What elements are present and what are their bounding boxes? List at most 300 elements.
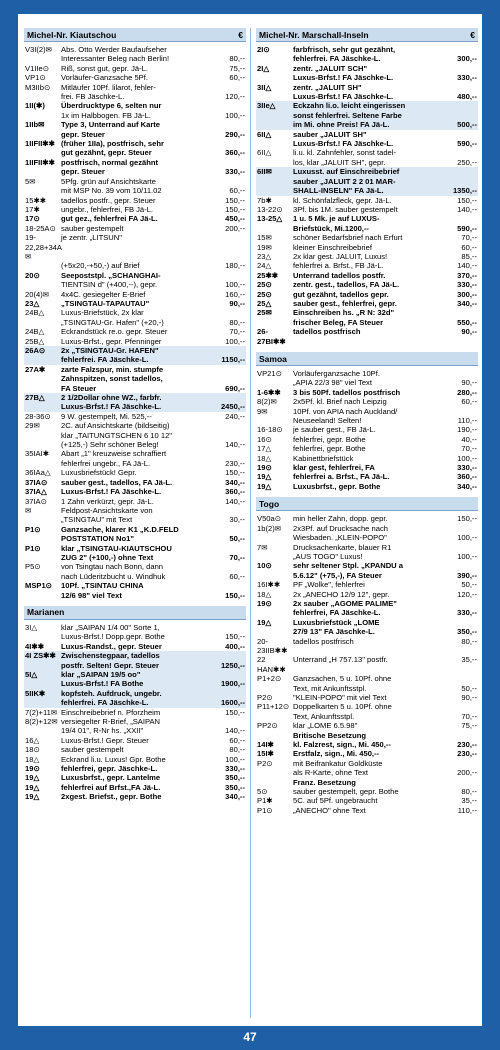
left-column-header xyxy=(24,28,246,42)
entry-number xyxy=(256,731,293,740)
entry-description: Einschreiben hs. „R N: 32d" xyxy=(293,308,395,318)
catalog-entry xyxy=(24,717,246,726)
entry-price: 340,-- xyxy=(457,298,477,308)
entry-price: 110,-- xyxy=(457,805,477,815)
catalog-entry xyxy=(24,233,246,261)
entry-number xyxy=(256,684,293,693)
catalog-entry xyxy=(24,736,246,745)
entry-description: Doppelkarten 5 u. 10Pf. ohne xyxy=(293,702,392,712)
entry-number: 17✱ xyxy=(25,204,40,214)
entry-number: 16-18⊙ xyxy=(257,425,283,435)
entry-price xyxy=(245,421,246,430)
entry-price: 370,-- xyxy=(457,270,477,280)
entry-price: 230,-- xyxy=(225,458,245,468)
catalog-entry xyxy=(24,64,246,73)
entry-price xyxy=(245,393,246,402)
entry-price xyxy=(245,271,246,280)
catalog-entry xyxy=(256,214,478,223)
entry-price: 590,-- xyxy=(457,223,477,233)
catalog-entry xyxy=(256,397,478,406)
entry-description: Wiesbaden. „KLEIN-POPO" xyxy=(293,533,387,543)
entry-description: tadellos postfr., gepr. Steuer xyxy=(61,195,156,205)
catalog-entry xyxy=(256,580,478,589)
entry-description: kopfsteh. Aufdruck, ungebr. xyxy=(61,688,162,698)
entry-number: 6II△ xyxy=(257,148,272,158)
catalog-entry xyxy=(256,167,478,176)
entry-price xyxy=(245,120,246,129)
entry-number: 25△ xyxy=(257,298,272,308)
catalog-entry xyxy=(24,139,246,148)
entry-price: 690,-- xyxy=(225,383,245,393)
catalog-entry xyxy=(24,459,246,468)
entry-description: zentr. gest., tadellos, FA Jä-L. xyxy=(293,280,400,290)
entry-number: 15I✱ xyxy=(257,749,274,759)
catalog-entry xyxy=(256,64,478,73)
entry-description: 2xgest. Briefst., gepr. Bothe xyxy=(61,792,162,802)
entry-description: ZUG 2" (+100,-) ohne Text xyxy=(61,552,154,562)
catalog-entry xyxy=(24,327,246,336)
entry-description: mit MSP No. 39 vom 10/11.02 xyxy=(61,186,162,196)
entry-price: 350,-- xyxy=(457,627,477,637)
entry-price: 280,-- xyxy=(457,387,477,397)
entry-description: gut gezähnt, tadellos gepr. xyxy=(293,289,389,299)
catalog-entry xyxy=(256,54,478,63)
entry-description: fehlerfrei. FA Jäschke-L. xyxy=(293,54,381,64)
entry-number: 3II△ xyxy=(257,82,272,92)
catalog-entry xyxy=(256,552,478,561)
entry-price xyxy=(477,177,478,186)
entry-description: frei. FB Jäschke-L. xyxy=(61,92,125,102)
entry-number: 17△ xyxy=(257,444,272,454)
entry-number: 2I⊙ xyxy=(257,45,270,54)
catalog-entry xyxy=(256,702,478,711)
entry-price xyxy=(477,369,478,378)
entry-description: Luxus-Randst., gepr. Steuer xyxy=(61,641,162,651)
catalog-entry xyxy=(24,346,246,355)
catalog-entry xyxy=(256,120,478,129)
entry-price: 80,-- xyxy=(461,787,477,797)
entry-number: 5IIK✱ xyxy=(25,688,46,698)
entry-price: 40,-- xyxy=(461,434,477,444)
entry-number: 9✉ xyxy=(257,406,268,416)
entry-number: 15✱✱ xyxy=(25,195,47,205)
entry-price: 330,-- xyxy=(225,167,245,177)
entry-number: 23△ xyxy=(257,251,272,261)
entry-number: V3I(2)✉ xyxy=(25,45,53,54)
catalog-entry xyxy=(256,684,478,693)
entry-price: 70,-- xyxy=(461,233,477,243)
entry-description: Abart „1" kreuzweise schraffiert xyxy=(61,449,167,459)
catalog-entry xyxy=(256,111,478,120)
catalog-entry xyxy=(256,731,478,740)
entry-price: 340,-- xyxy=(457,481,477,491)
entry-description: POSTSTATION No1" xyxy=(61,534,134,544)
catalog-entry xyxy=(256,45,478,54)
entry-price: 360,-- xyxy=(225,487,245,497)
entry-description: Abs. Otto Werder Baufaufseher xyxy=(61,45,167,54)
entry-description: Mitläufer 10Pf. lilarot, fehler- xyxy=(61,82,156,92)
entry-description: min heller Zahn, dopp. gepr. xyxy=(293,514,388,524)
entry-number: 16⊙ xyxy=(257,434,272,444)
entry-description: sehr seltener Stpl. „KPANDU a xyxy=(293,561,403,571)
entry-description: „TSINGTAU-TAPAUTAU" xyxy=(61,298,150,308)
entry-price xyxy=(245,562,246,571)
catalog-entry xyxy=(256,425,478,434)
entry-number: 1-6✱✱ xyxy=(257,387,281,397)
catalog-entry xyxy=(24,497,246,506)
entry-price: 150,-- xyxy=(225,468,245,478)
catalog-entry xyxy=(24,632,246,641)
entry-number: 19⊙ xyxy=(257,598,272,608)
entry-description: klar „LOME 6.5.98" xyxy=(293,721,358,731)
catalog-entry xyxy=(256,806,478,815)
catalog-entry xyxy=(24,745,246,754)
entry-price: 480,-- xyxy=(457,92,477,102)
entry-price: 60,-- xyxy=(461,397,477,407)
entry-number: 25B△ xyxy=(25,336,45,346)
entry-description: (+125,-) Sehr schöner Beleg! xyxy=(61,440,159,450)
entry-description: zentr. „JALUIT SCH" xyxy=(293,63,368,73)
entry-number: 24B△ xyxy=(25,327,45,337)
entry-number: 25✱✱ xyxy=(257,270,279,280)
entry-description: Eckrandstück re.o. gepr. Steuer xyxy=(61,327,168,337)
entry-description: 2x sauber „AGOME PALIME" xyxy=(293,598,397,608)
entry-number: 6II✉ xyxy=(257,167,272,177)
entry-number: 29✉ xyxy=(25,421,40,431)
entry-price: 330,-- xyxy=(457,73,477,83)
entry-number xyxy=(256,177,293,186)
catalog-entry xyxy=(256,693,478,702)
entry-description: 27/9 13" FA Jäschke-L. xyxy=(293,627,375,637)
catalog-entry xyxy=(256,674,478,683)
catalog-entry xyxy=(256,186,478,195)
entry-number: 19△ xyxy=(257,617,272,627)
entry-description: im Mi. ohne Preis! FA Jä-L. xyxy=(293,120,390,130)
catalog-entry xyxy=(256,637,478,656)
section-header-samoa: Samoa xyxy=(256,352,478,366)
entry-number xyxy=(24,261,61,270)
catalog-entry xyxy=(24,111,246,120)
catalog-entry xyxy=(256,233,478,242)
catalog-entry xyxy=(24,623,246,632)
entry-description: Überdrucktype 6, selten nur xyxy=(61,101,162,111)
entry-price: 300,-- xyxy=(457,54,477,64)
entry-number: 8(2)+12✉ xyxy=(25,717,58,727)
entry-number: V1IIe⊙ xyxy=(25,63,50,73)
catalog-entry xyxy=(256,308,478,317)
entry-description: fehlerfrei, gepr. Bothe xyxy=(293,434,366,444)
entry-price xyxy=(245,233,246,261)
entry-description: 3Pf. bis 1M. sauber gestempelt xyxy=(293,204,398,214)
entry-number: VP21⊙ xyxy=(257,369,282,378)
entry-description: Luxus-Brfst., gepr. Pfenninger xyxy=(61,336,162,346)
entry-number xyxy=(24,661,61,670)
entry-price: 100,-- xyxy=(457,533,477,543)
entry-price: 200,-- xyxy=(457,768,477,778)
catalog-entry xyxy=(256,158,478,167)
entry-price: 330,-- xyxy=(457,608,477,618)
entry-description: 1 Zahn verkürzt, gepr. Jä-L. xyxy=(61,496,154,506)
entry-description: „TSINGTAU-Gr. Hafen" (+20,-) xyxy=(61,317,164,327)
entry-description: farbfrisch, sehr gut gezähnt, xyxy=(293,45,396,54)
catalog-entry xyxy=(24,689,246,698)
entry-description: sauber gest., fehlerfrei, gepr. xyxy=(293,298,397,308)
entry-price: 50,-- xyxy=(461,683,477,693)
entry-description: sauber gestempelt xyxy=(61,223,124,233)
catalog-entry xyxy=(24,224,246,233)
catalog-entry xyxy=(24,290,246,299)
entry-number: 20⊙ xyxy=(25,270,40,280)
catalog-entry xyxy=(256,407,478,416)
catalog-entry xyxy=(24,572,246,581)
entry-description: postfrisch, normal gezähnt xyxy=(61,157,159,167)
entry-number xyxy=(24,679,61,688)
entry-price xyxy=(477,599,478,608)
entry-price: 35,-- xyxy=(461,655,477,665)
entry-price: 100,-- xyxy=(457,453,477,463)
entry-price xyxy=(477,702,478,711)
entry-description: Luxusbrfst., gepr. Bothe xyxy=(293,481,381,491)
catalog-entry xyxy=(24,431,246,440)
entry-description: fehlerfrei auf Brfst.,FA Jä-L. xyxy=(61,782,161,792)
entry-description: 10Pf. von APIA nach Auckland/ xyxy=(293,406,398,416)
catalog-entry xyxy=(24,478,246,487)
catalog-entry xyxy=(24,54,246,63)
entry-description: gepr. Steuer xyxy=(61,129,105,139)
entry-description: fehlerfrei ungebr., FA Jä-L. xyxy=(61,458,151,468)
entry-number xyxy=(24,459,61,468)
entry-description: Luxusbriefstück! Gepr. xyxy=(61,468,137,478)
catalog-entry xyxy=(24,642,246,651)
catalog-entry xyxy=(24,299,246,308)
entry-price: 75,-- xyxy=(461,721,477,731)
entry-description: fehlerfrei. FA Jäschke-L. xyxy=(61,355,149,365)
entry-description: Unterrand tadellos postfr. xyxy=(293,270,386,280)
entry-description: 2x3Pf. auf Drucksache nach xyxy=(293,523,388,533)
catalog-entry xyxy=(24,773,246,782)
entry-price: 150,-- xyxy=(225,195,245,205)
entry-description: Neuseeland! Selten! xyxy=(293,416,362,426)
entry-price xyxy=(477,101,478,110)
togo-list xyxy=(256,514,478,815)
entry-description: schöner Bedarfsbrief nach Erfurt xyxy=(293,233,403,243)
entry-number: V50a⊙ xyxy=(257,514,282,524)
catalog-entry xyxy=(256,252,478,261)
catalog-entry xyxy=(24,562,246,571)
entry-number xyxy=(24,384,61,393)
catalog-entry xyxy=(256,435,478,444)
entry-description: Luxus-Brfst.! FA Bothe xyxy=(61,679,144,689)
entry-number: P1⊙ xyxy=(25,524,41,534)
entry-price xyxy=(477,778,478,787)
catalog-entry xyxy=(256,148,478,157)
catalog-entry xyxy=(256,655,478,674)
entry-description: Luxus-Brfst.! FA Jäschke-L. xyxy=(61,402,162,412)
catalog-entry xyxy=(256,571,478,580)
entry-number: P1+2⊙ xyxy=(257,674,282,684)
entry-description: Zahnspitzen, sonst tadellos, xyxy=(61,374,163,384)
catalog-entry xyxy=(256,83,478,92)
catalog-entry xyxy=(256,369,478,378)
entry-number xyxy=(24,553,61,562)
catalog-entry xyxy=(24,651,246,660)
catalog-entry xyxy=(256,796,478,805)
entry-description: Vorläuferganzsache 10Pf. xyxy=(293,369,380,378)
entry-number: 27B△ xyxy=(25,393,45,403)
catalog-entry xyxy=(24,581,246,590)
entry-number: 26A⊙ xyxy=(25,346,46,355)
entry-number: 37IA⊙ xyxy=(25,496,47,506)
entry-number: 18⊙ xyxy=(25,745,40,755)
marianen-list xyxy=(24,623,246,802)
entry-number xyxy=(24,698,61,707)
section-header-marianen: Marianen xyxy=(24,606,246,620)
entry-price: 60,-- xyxy=(229,571,245,581)
catalog-entry xyxy=(256,261,478,270)
entry-number: P2⊙ xyxy=(257,758,273,768)
entry-price xyxy=(477,214,478,223)
entry-number xyxy=(256,186,293,195)
entry-price: 330,-- xyxy=(457,280,477,290)
entry-number xyxy=(24,148,61,157)
entry-number xyxy=(256,73,293,82)
entry-price: 160,-- xyxy=(225,289,245,299)
entry-description: 12/6 98" viel Text xyxy=(61,590,122,600)
entry-number: P1⊙ xyxy=(25,543,41,553)
entry-price: 230,-- xyxy=(457,740,477,750)
entry-description: Zwischenstegpaar, tadellos xyxy=(61,651,160,661)
entry-price: 100,-- xyxy=(225,110,245,120)
entry-price: 100,-- xyxy=(225,336,245,346)
entry-number xyxy=(256,139,293,148)
catalog-entry xyxy=(24,167,246,176)
entry-number: 5✉ xyxy=(25,176,36,186)
entry-number: 4I ZS✱✱ xyxy=(25,651,56,661)
entry-price xyxy=(245,83,246,92)
entry-price: 90,-- xyxy=(461,378,477,388)
entry-price: 70,-- xyxy=(229,552,245,562)
entry-description: gepr. Steuer xyxy=(61,167,105,177)
entry-description: 2x „TSINGTAU-Gr. HAFEN" xyxy=(61,346,159,355)
catalog-entry xyxy=(256,608,478,617)
entry-number xyxy=(256,318,293,327)
entry-price xyxy=(245,431,246,440)
entry-price: 50,-- xyxy=(229,534,245,544)
entry-number: 22 HAN✱✱ xyxy=(257,655,286,674)
entry-description: klar „TAITUNGTSCHEN 6 10 12" xyxy=(61,430,172,440)
entry-number: 18-25A⊙ xyxy=(25,223,56,233)
entry-price: 240,-- xyxy=(225,411,245,421)
entry-number: 14I✱ xyxy=(257,740,274,750)
marschall-list xyxy=(256,45,478,346)
entry-description: Kabinettbriefstück xyxy=(293,453,354,463)
entry-number xyxy=(24,572,61,581)
entry-price: 1150,-- xyxy=(221,355,245,365)
catalog-entry xyxy=(256,73,478,82)
catalog-entry xyxy=(256,749,478,758)
entry-price: 110,-- xyxy=(457,416,477,426)
entry-description: sauber gestempelt, gepr. Bothe xyxy=(293,787,399,797)
entry-number xyxy=(256,416,293,425)
catalog-entry xyxy=(256,524,478,533)
catalog-entry xyxy=(256,533,478,542)
entry-description: Ganzsachen, 5 u. 10Pf. ohne xyxy=(293,674,392,684)
entry-number: 25⊙ xyxy=(257,289,272,299)
entry-price: 390,-- xyxy=(457,570,477,580)
entry-description: „ANECHO" ohne Text xyxy=(293,805,366,815)
entry-number: 3I△ xyxy=(25,622,38,632)
catalog-entry xyxy=(24,148,246,157)
entry-number: 24B△ xyxy=(25,308,45,318)
entry-number: 28-36⊙ xyxy=(25,411,51,421)
entry-description: Feldpost-Ansichtskarte von xyxy=(61,505,153,515)
catalog-entry xyxy=(256,599,478,608)
catalog-entry xyxy=(256,224,478,233)
entry-number: 16△ xyxy=(25,735,40,745)
entry-number: 19✉ xyxy=(257,242,272,252)
entry-number xyxy=(24,374,61,383)
entry-number: M3IIb⊙ xyxy=(25,82,51,92)
entry-number: 8(2)✉ xyxy=(257,397,277,407)
entry-number: 17⊙ xyxy=(25,214,40,224)
entry-price: 150,-- xyxy=(225,590,245,600)
entry-number xyxy=(24,355,61,364)
left-column xyxy=(24,28,246,802)
catalog-entry xyxy=(256,318,478,327)
entry-price: 150,-- xyxy=(225,204,245,214)
entry-number: P1⊙ xyxy=(257,805,273,815)
entry-price xyxy=(477,111,478,120)
catalog-entry xyxy=(256,712,478,721)
entry-price: 70,-- xyxy=(461,711,477,721)
entry-description: PF „Wolke", fehlerfrei xyxy=(293,580,365,590)
entry-description: kl. Falzrest, sign., Mi. 450,-- xyxy=(293,740,391,750)
entry-number: 13-22⊙ xyxy=(257,204,283,214)
catalog-entry xyxy=(24,261,246,270)
entry-number xyxy=(24,591,61,600)
entry-number xyxy=(256,92,293,101)
entry-number: 6II△ xyxy=(257,129,272,139)
entry-number: 7(2)+11✉ xyxy=(25,707,58,717)
entry-description: sauber „JALUIT 2 2 01 MAR- xyxy=(293,176,396,186)
catalog-entry xyxy=(256,561,478,570)
entry-price: 50,-- xyxy=(461,580,477,590)
entry-description: 2x „ANECHO 12/9 12", gepr. xyxy=(293,589,390,599)
right-header-title: Michel-Nr. Marschall-Inseln xyxy=(259,29,369,40)
catalog-entry xyxy=(24,83,246,92)
catalog-entry xyxy=(24,515,246,524)
catalog-entry xyxy=(256,177,478,186)
entry-description: Unterrand „H 757.13" postfr. xyxy=(293,655,388,665)
entry-number xyxy=(256,712,293,721)
entry-number: 13-25△ xyxy=(257,214,283,224)
entry-number: 18△ xyxy=(257,589,272,599)
entry-number xyxy=(256,54,293,63)
entry-price xyxy=(245,101,246,110)
entry-description: 2x klar gest. JALUIT, Luxus! xyxy=(293,251,388,261)
entry-price xyxy=(477,407,478,416)
catalog-entry xyxy=(256,327,478,346)
entry-price: 80,-- xyxy=(229,54,245,64)
entry-description: Seepoststpl. „SCHANGHAI- xyxy=(61,270,161,280)
entry-description: li.u. kl. Zahnfehler, sonst tadel- xyxy=(293,148,396,158)
entry-number xyxy=(24,515,61,524)
entry-description: Erstfalz, sign., Mi. 450,-- xyxy=(293,749,380,759)
catalog-entry xyxy=(256,280,478,289)
catalog-entry xyxy=(256,590,478,599)
entry-description: fehlerfrei a. Brfst., FA Jä-L. xyxy=(293,472,390,482)
catalog-entry xyxy=(24,670,246,679)
